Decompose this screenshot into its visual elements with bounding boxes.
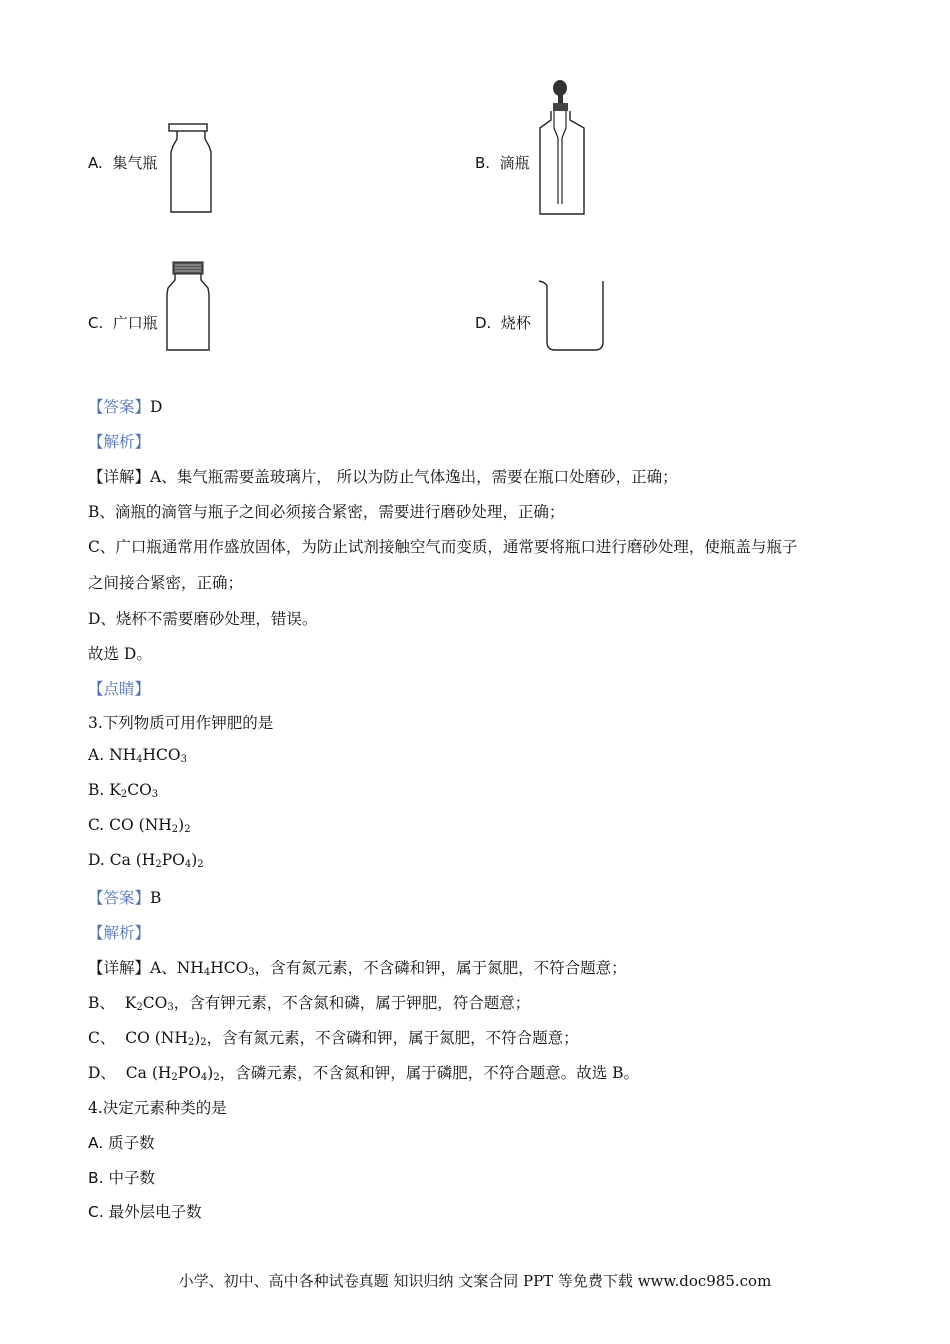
formula-sub: 2	[200, 1037, 207, 1048]
answer-tag: 【答案】	[88, 889, 151, 907]
detail-line	[88, 1026, 579, 1048]
detail-prefix: A、	[150, 959, 177, 977]
formula-sub: 3	[248, 967, 255, 978]
question-stem: 3.下列物质可用作钾肥的是	[88, 714, 274, 732]
dropper-bottle-icon	[536, 76, 590, 220]
formula-part: PO	[177, 1064, 201, 1082]
option-label: 烧杯	[500, 314, 531, 332]
detail-text: ，含磷元素，不含氮和钾，属于磷肥，不符合题意。故选 B。	[219, 1064, 640, 1082]
formula-part: PO	[161, 851, 185, 869]
q3-option-a	[88, 746, 187, 765]
formula-part: HCO	[210, 959, 249, 977]
formula-part: K	[109, 781, 121, 799]
option-label: 广口瓶	[112, 314, 158, 332]
q4-option-a: A. 质子数	[88, 1134, 155, 1152]
detail-line	[88, 956, 627, 978]
option-prefix: B.	[88, 781, 110, 799]
formula-sub: 4	[200, 1072, 208, 1083]
formula-part: CO (NH	[125, 1029, 188, 1047]
option-c-figure	[88, 312, 158, 333]
option-a-figure	[88, 152, 157, 173]
detail-text: A、集气瓶需要盖玻璃片， 所以为防止气体逸出，需要在瓶口处磨砂，正确；	[150, 468, 678, 486]
analysis-tag: 【解析】	[88, 433, 151, 451]
formula-part: CO	[127, 781, 152, 799]
comment-tag: 【点睛】	[88, 680, 151, 698]
formula-sub: 2	[197, 859, 204, 870]
wide-mouth-bottle-icon	[163, 260, 213, 354]
option-label: 集气瓶	[112, 154, 158, 172]
formula-sub: 4	[184, 859, 192, 870]
formula-sub: 3	[151, 789, 159, 800]
formula-sub: 2	[187, 1037, 195, 1048]
formula-part: )	[191, 851, 198, 869]
answer-tag: 【答案】	[88, 398, 151, 416]
q3-option-d	[88, 851, 204, 870]
formula-sub: 4	[136, 754, 143, 765]
detail-line	[88, 465, 678, 487]
q4-option-c: C. 最外层电子数	[88, 1203, 202, 1221]
q4-option-b: B. 中子数	[88, 1169, 155, 1187]
detail-text: ，含有钾元素，不含氮和磷，属于钾肥，符合题意；	[173, 994, 531, 1012]
question-stem: 4.决定元素种类的是	[88, 1099, 227, 1117]
option-letter: A.	[88, 154, 103, 172]
formula-part: NH	[176, 959, 204, 977]
detail-line	[88, 1061, 639, 1083]
formula-sub: 2	[171, 824, 179, 835]
formula-sub: 2	[155, 859, 162, 870]
detail-text: D、烧杯不需要磨砂处理，错误。	[88, 610, 318, 628]
formula-sub: 2	[171, 1072, 178, 1083]
detail-text: ，含有氮元素，不含磷和钾，属于氮肥，不符合题意；	[254, 959, 627, 977]
detail-prefix: D、	[88, 1064, 121, 1082]
detail-text: ，含有氮元素，不含磷和钾，属于氮肥，不符合题意；	[206, 1029, 579, 1047]
detail-text: C、广口瓶通常用作盛放固体，为防止试剂接触空气而变质，通常要将瓶口进行磨砂处理，使瓶盖与瓶子	[88, 538, 798, 556]
formula-part: )	[194, 1029, 201, 1047]
option-letter: D.	[475, 314, 492, 332]
option-prefix: A.	[88, 746, 110, 764]
q3-option-b	[88, 781, 158, 800]
answer-line	[88, 886, 161, 908]
beaker-icon	[537, 278, 609, 354]
detail-text: B、滴瓶的滴管与瓶子之间必须接合紧密，需要进行磨砂处理，正确；	[88, 503, 565, 521]
option-prefix: C.	[88, 816, 110, 834]
analysis-tag: 【解析】	[88, 924, 151, 942]
answer-value: B	[150, 889, 162, 907]
option-b-figure	[475, 152, 530, 173]
formula-part: CO (NH	[109, 816, 172, 834]
formula-part: Ca (H	[109, 851, 156, 869]
detail-prefix: B、	[88, 994, 120, 1012]
detail-tag: 【详解】	[88, 468, 151, 486]
formula-sub: 2	[213, 1072, 220, 1083]
formula-part: NH	[109, 746, 137, 764]
page-footer: 小学、初中、高中各种试卷真题 知识归纳 文案合同 PPT 等免费下载 www.doc985.com	[178, 1272, 772, 1290]
option-d-figure	[475, 312, 531, 333]
conclusion: 故选 D。	[88, 645, 152, 663]
detail-text: 之间接合紧密，正确；	[88, 574, 244, 592]
formula-sub: 4	[203, 967, 211, 978]
formula-sub: 3	[167, 1002, 174, 1013]
detail-prefix: C、	[88, 1029, 121, 1047]
answer-line	[88, 395, 162, 417]
formula-part: )	[178, 816, 185, 834]
formula-part: CO	[142, 994, 168, 1012]
option-letter: B.	[475, 154, 491, 172]
formula-sub: 2	[184, 824, 191, 835]
formula-part: )	[207, 1064, 214, 1082]
formula-sub: 2	[136, 1002, 143, 1013]
detail-tag: 【详解】	[88, 959, 151, 977]
detail-line	[88, 991, 530, 1013]
option-letter: C.	[88, 314, 104, 332]
gas-collecting-bottle-icon	[165, 122, 217, 218]
formula-part: K	[124, 994, 137, 1012]
formula-sub: 2	[120, 789, 128, 800]
answer-value: D	[150, 398, 163, 416]
formula-part: Ca (H	[125, 1064, 172, 1082]
q3-option-c	[88, 816, 191, 835]
option-prefix: D.	[88, 851, 110, 869]
formula-part: HCO	[142, 746, 181, 764]
formula-sub: 3	[180, 754, 187, 765]
option-label: 滴瓶	[499, 154, 530, 172]
